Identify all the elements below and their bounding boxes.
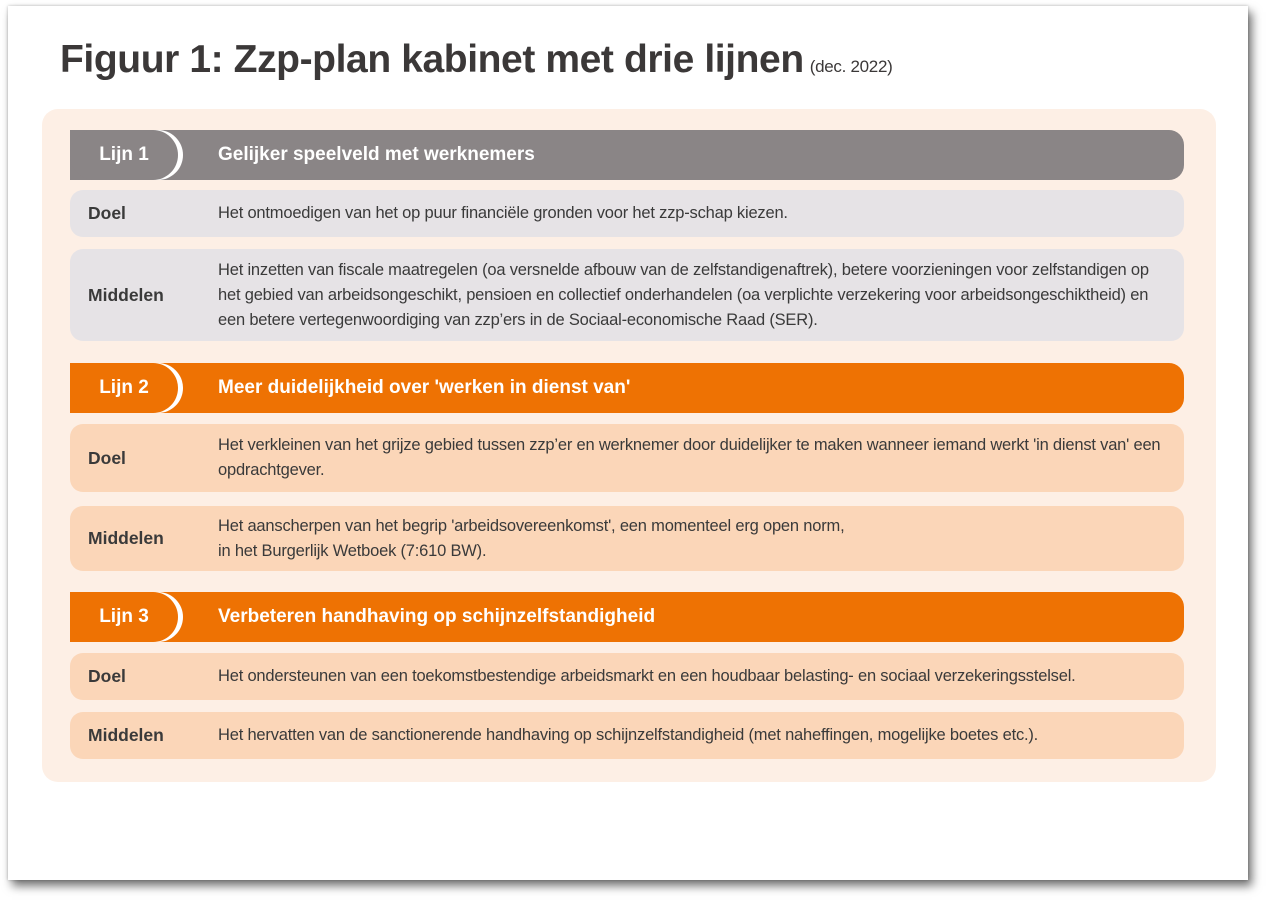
figure-title-main: Figuur 1: Zzp-plan kabinet met drie lijnen (60, 38, 804, 81)
line-3-badge: Lijn 3 (70, 592, 178, 642)
figure-title-date: (dec. 2022) (809, 57, 893, 76)
line-2-middelen-row (70, 506, 1184, 571)
line-3-header (70, 592, 1184, 642)
line-1-middelen-text: Het inzetten van fiscale maatregelen (oa versnelde afbouw van de zelfstandigenaftrek), betere voorzieningen voor zelfstandigen op het gebied van arbeidsongeschikt, pensioen en collectief onderhandelen (oa verplichte verzekering voor arbeidsongeschiktheid) en een betere vertegenwoordiging van zzp’ers in de Sociaal-economische Raad (SER). (218, 260, 1149, 329)
line-2-middelen-text: Het aanscherpen van het begrip 'arbeidsovereenkomst', een momenteel erg open norm, in het Burgerlijk Wetboek (7:610 BW). (218, 516, 845, 560)
line-3-middelen-text: Het hervatten van de sanctionerende handhaving op schijnzelfstandigheid (met naheffingen, mogelijke boetes etc.). (218, 726, 1039, 744)
line-1-doel-row (70, 190, 1184, 237)
figure-sheet (8, 6, 1248, 880)
line-2-doel-text: Het verkleinen van het grijze gebied tussen zzp’er en werknemer door duidelijker te maken wanneer iemand werkt 'in dienst van' een opdrachtgever. (218, 436, 1161, 479)
line-1-doel-text: Het ontmoedigen van het op puur financiële gronden voor het zzp-schap kiezen. (218, 204, 788, 222)
line-1-badge: Lijn 1 (70, 130, 178, 180)
line-3-doel-label: Doel (88, 666, 126, 686)
line-3-doel-row (70, 653, 1184, 700)
line-2-doel-label: Doel (88, 447, 126, 468)
line-3-middelen-label: Middelen (88, 725, 164, 745)
line-1-heading: Gelijker speelveld met werknemers (218, 144, 535, 165)
line-1-middelen-label: Middelen (88, 284, 164, 305)
line-3-middelen-row (70, 712, 1184, 759)
line-1-middelen-row (70, 249, 1184, 341)
line-2-badge: Lijn 2 (70, 363, 178, 413)
line-1-doel-label: Doel (88, 203, 126, 223)
line-3-doel-text: Het ondersteunen van een toekomstbestendige arbeidsmarkt en een houdbaar belasting- en sociaal verzekeringsstelsel. (218, 667, 1076, 685)
line-3-heading: Verbeteren handhaving op schijnzelfstandigheid (218, 606, 656, 627)
line-2-middelen-label: Middelen (88, 528, 164, 548)
line-2-doel-row (70, 424, 1184, 492)
line-2-header (70, 363, 1184, 413)
line-2-heading: Meer duidelijkheid over 'werken in dienst van' (218, 377, 631, 398)
line-1-header (70, 130, 1184, 180)
figure-title (60, 38, 892, 82)
